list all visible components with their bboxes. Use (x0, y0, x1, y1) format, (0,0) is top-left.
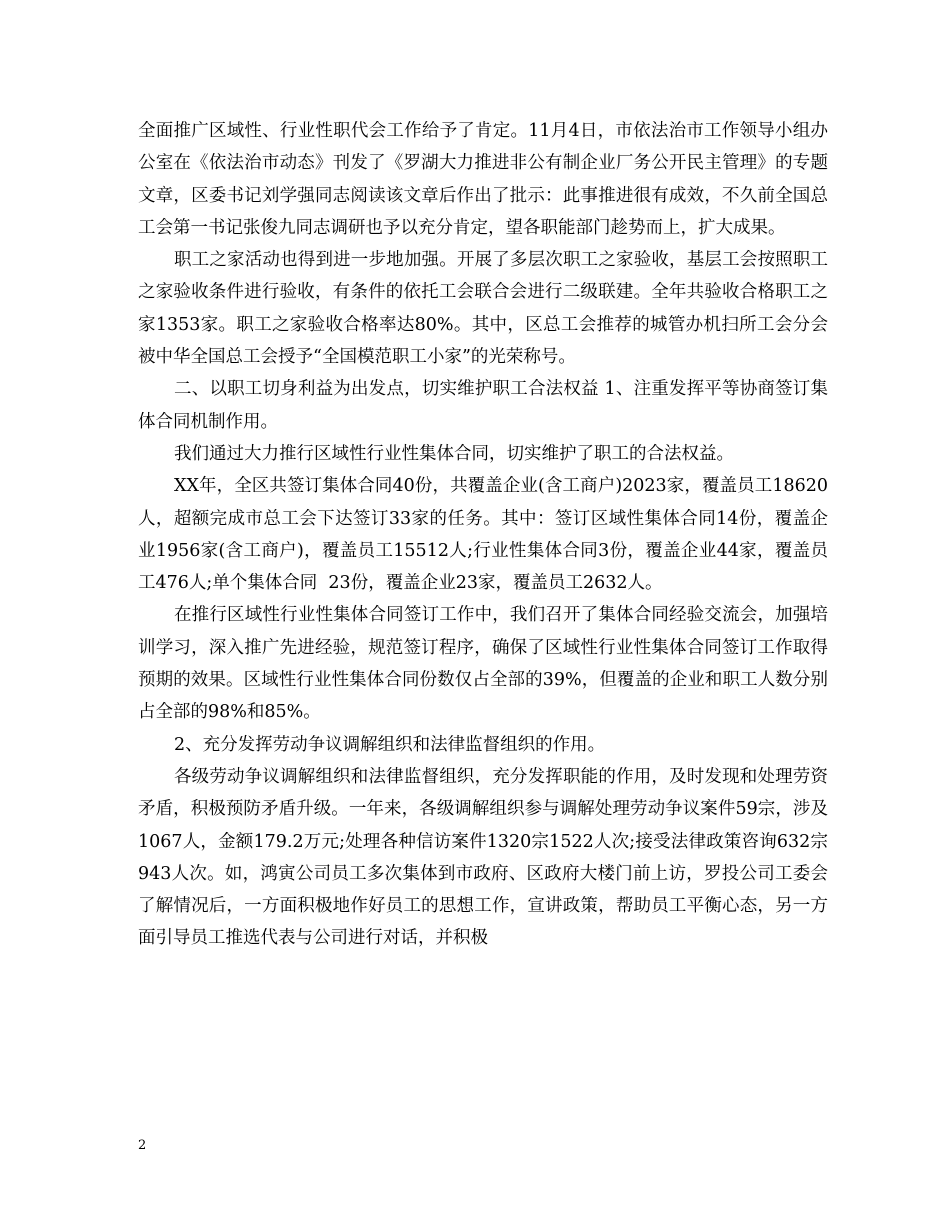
paragraph-6: 在推行区域性行业性集体合同签订工作中，我们召开了集体合同经验交流会，加强培训学习，深入推广先进经验，规范签订程序，确保了区域性行业性集体合同签订工作取得预期的效果。区域性行业性集体合同份数仅占全部的39%，但覆盖的企业和职工人数分别占全部的98%和85%。 (138, 605, 828, 723)
paragraph-8: 各级劳动争议调解组织和法律监督组织，充分发挥职能的作用，及时发现和处理劳资矛盾，积极预防矛盾升级。一年来，各级调解组织参与调解处理劳动争议案件59宗，涉及1067人，金额179.2万元;处理各种信访案件1320宗1522人次;接受法律政策咨询632宗943人次。如，鸿寅公司员工多次集体到市政府、区政府大楼门前上访，罗投公司工委会了解情况后，一方面积极地作好员工的思想工作，宣讲政策，帮助员工平衡心态，另一方面引导员工推选代表与公司进行对话，并积极 (138, 766, 828, 949)
paragraph-5: XX年，全区共签订集体合同40份，共覆盖企业(含工商户)2023家，覆盖员工18620人，超额完成市总工会下达签订33家的任务。其中：签订区域性集体合同14份，覆盖企业1956家(含工商户)，覆盖员工15512人;行业性集体合同3份，覆盖企业44家，覆盖员工476人;单个集体合同 23份，覆盖企业23家，覆盖员工2632人。 (138, 476, 828, 594)
paragraph-2: 职工之家活动也得到进一步地加强。开展了多层次职工之家验收，基层工会按照职工之家验收条件进行验收，有条件的依托工会联合会进行二级联建。全年共验收合格职工之家1353家。职工之家验收合格率达80%。其中，区总工会推荐的城管办机扫所工会分会被中华全国总工会授予“全国模范职工小家”的光荣称号。 (138, 250, 828, 368)
paragraph-7: 2、充分发挥劳动争议调解组织和法律监督组织的作用。 (174, 734, 606, 755)
paragraph-1: 全面推广区域性、行业性职代会工作给予了肯定。11月4日，市依法治市工作领导小组办公室在《依法治市动态》刊发了《罗湖大力推进非公有制企业厂务公开民主管理》的专题文章，区委书记刘学强同志阅读该文章后作出了批示：此事推进很有成效，不久前全国总工会第一书记张俊九同志调研也予以充分肯定，望各职能部门趁势而上，扩大成果。 (138, 121, 828, 238)
document-body (138, 115, 828, 955)
paragraph-3: 二、以职工切身利益为出发点，切实维护职工合法权益 1、注重发挥平等协商签订集体合同机制作用。 (138, 379, 828, 432)
page-number: 2 (138, 1138, 147, 1153)
paragraph-4: 我们通过大力推行区域性行业性集体合同，切实维护了职工的合法权益。 (174, 443, 734, 464)
